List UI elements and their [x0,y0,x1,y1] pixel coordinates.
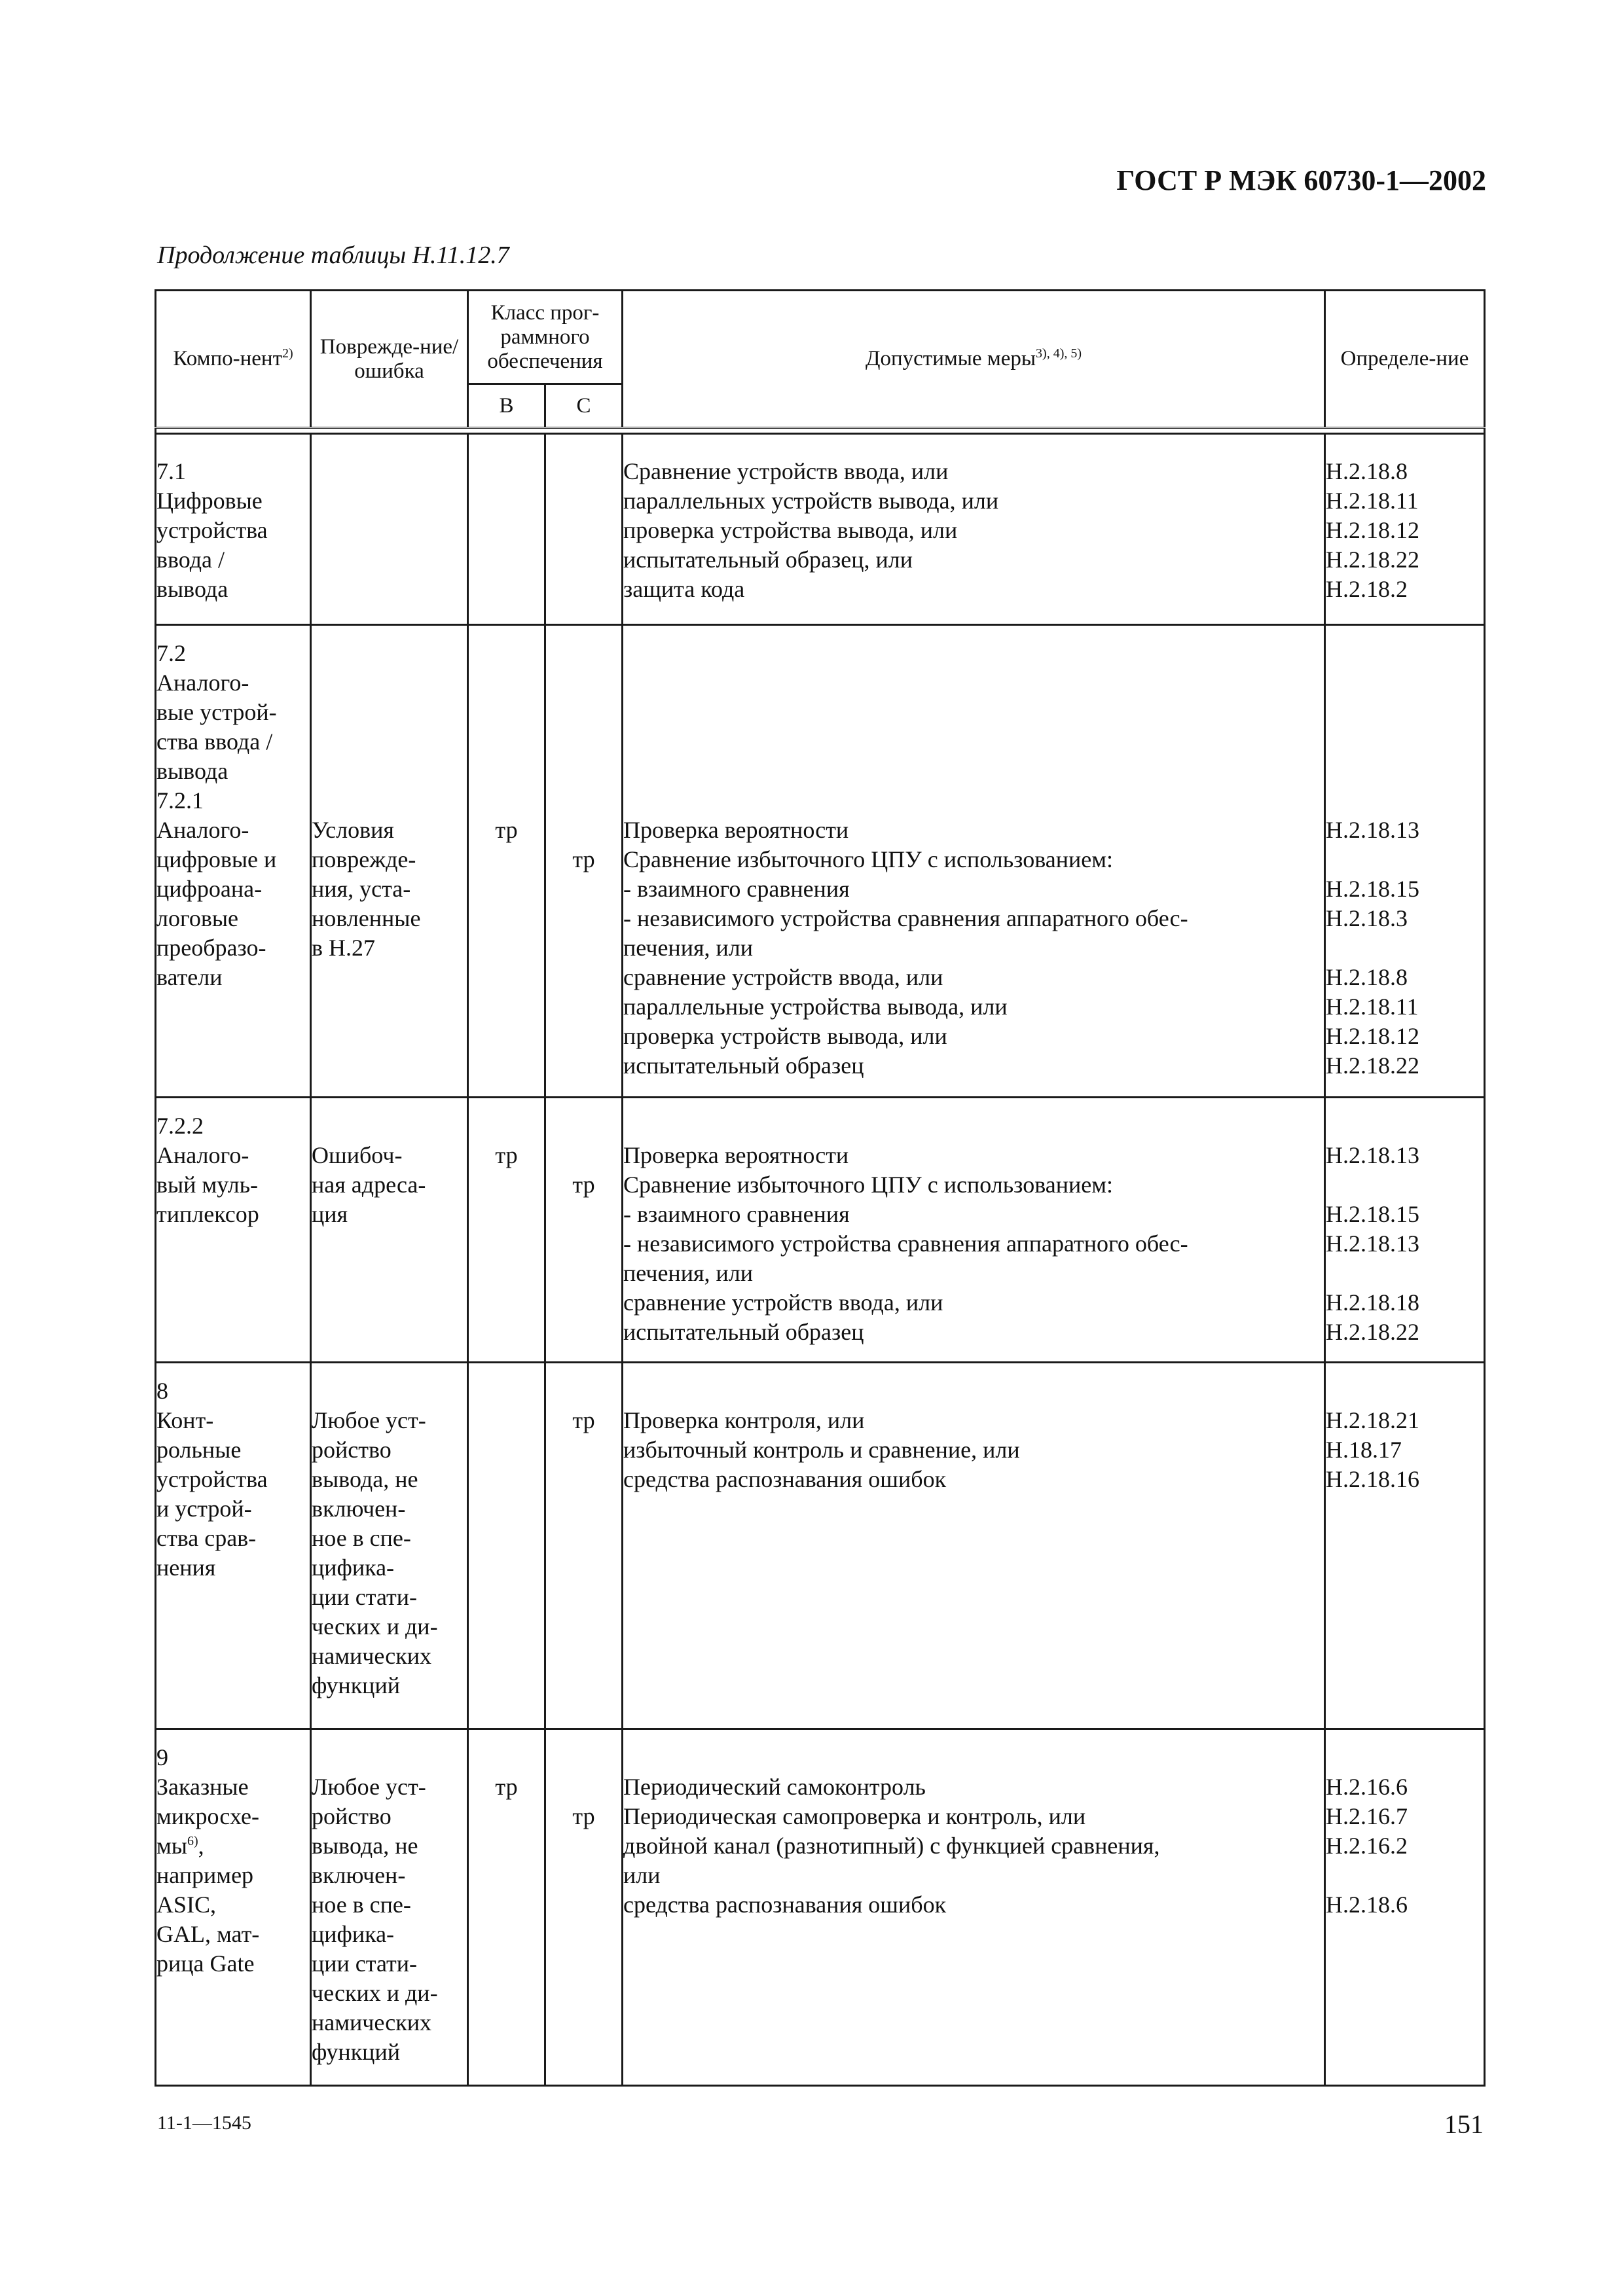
definition-cell: Н.2.18.13 Н.2.18.15 Н.2.18.3 Н.2.18.8 Н.2.18.11 Н.2.18.12 Н.2.18.22 [1325,625,1485,1098]
measures-cell: Периодический самоконтроль Периодическая самопроверка и контроль, или двойной канал (разнотипный) с функцией сравнения, или средства распознавания ошибок [623,1729,1325,2086]
column-header-definition: Определе-ние [1325,291,1485,428]
document-standard-number: ГОСТ Р МЭК 60730-1—2002 [1116,164,1486,196]
table-row [156,434,1485,625]
class-c-cell [545,434,623,625]
table-row [156,1729,1485,2086]
table-row [156,1363,1485,1729]
measures-cell: Проверка вероятности Сравнение избыточного ЦПУ с использованием: - взаимного сравнения - независимого устройства сравнения аппаратного обес- печения, или сравнение устройств ввода, или испытательный образец [623,1098,1325,1363]
column-header-software-class: Класс прог-раммного обеспечения [468,291,623,384]
fault-cell: Любое уст- ройство вывода, не включен- ное в спе- цифика- ции стати- ческих и ди- намических функций [311,1363,468,1729]
class-c-cell: тр [545,625,623,1098]
column-header-class-b: В [468,384,545,428]
fault-cell: Ошибоч- ная адреса- ция [311,1098,468,1363]
measures-table [155,289,1486,2087]
class-c-cell: тр [545,1363,623,1729]
fault-cell: Условия поврежде- ния, уста- новленные в Н.27 [311,625,468,1098]
measures-cell: Проверка контроля, или избыточный контроль и сравнение, или средства распознавания ошибок [623,1363,1325,1729]
print-code: 11-1—1545 [157,2112,251,2134]
fault-cell [311,434,468,625]
definition-cell: Н.2.18.13 Н.2.18.15 Н.2.18.13 Н.2.18.18 Н.2.18.22 [1325,1098,1485,1363]
column-header-measures: Допустимые меры$^{3), 4), 5)}$ [623,291,1325,428]
table-row [156,1098,1485,1363]
component-cell: 9 Заказные микросхе- $мы^{6)}$, например ASIC, GAL, мат- рица Gate [156,1729,311,2086]
measures-cell: Сравнение устройств ввода, или параллельных устройств вывода, или проверка устройства вывода, или испытательный образец, или защита кода [623,434,1325,625]
definition-cell: Н.2.18.8 Н.2.18.11 Н.2.18.12 Н.2.18.22 Н.2.18.2 [1325,434,1485,625]
column-header-fault: Поврежде-ние/ошибка [311,291,468,428]
definition-cell: Н.2.18.21 Н.18.17 Н.2.18.16 [1325,1363,1485,1729]
table-row [156,625,1485,1098]
class-c-cell: тр [545,1098,623,1363]
page-number: 151 [1444,2109,1484,2139]
column-header-component: Компо-нент$^{2)}$ [156,291,311,428]
fault-cell: Любое уст- ройство вывода, не включен- ное в спе- цифика- ции стати- ческих и ди- намических функций [311,1729,468,2086]
component-cell: 8 Конт- рольные устройства и устрой- ства срав- нения [156,1363,311,1729]
component-cell: 7.2 Аналого- вые устрой- ства ввода / вывода 7.2.1 Аналого- цифровые и цифроана- логовые преобразо- ватели [156,625,311,1098]
measures-cell: Проверка вероятности Сравнение избыточного ЦПУ с использованием: - взаимного сравнения - независимого устройства сравнения аппаратного обес- печения, или сравнение устройств ввода, или параллельные устройства вывода, или проверка устройств вывода, или испытательный образец [623,625,1325,1098]
class-b-cell: тр [468,625,545,1098]
class-b-cell [468,434,545,625]
class-b-cell [468,1363,545,1729]
component-cell: 7.1 Цифровые устройства ввода / вывода [156,434,311,625]
component-cell: 7.2.2 Аналого- вый муль- типлексор [156,1098,311,1363]
class-b-cell: тр [468,1729,545,2086]
definition-cell: Н.2.16.6 Н.2.16.7 Н.2.16.2 Н.2.18.6 [1325,1729,1485,2086]
table-caption: Продолжение таблицы Н.11.12.7 [157,242,509,269]
class-b-cell: тр [468,1098,545,1363]
column-header-class-c: С [545,384,623,428]
class-c-cell: тр [545,1729,623,2086]
